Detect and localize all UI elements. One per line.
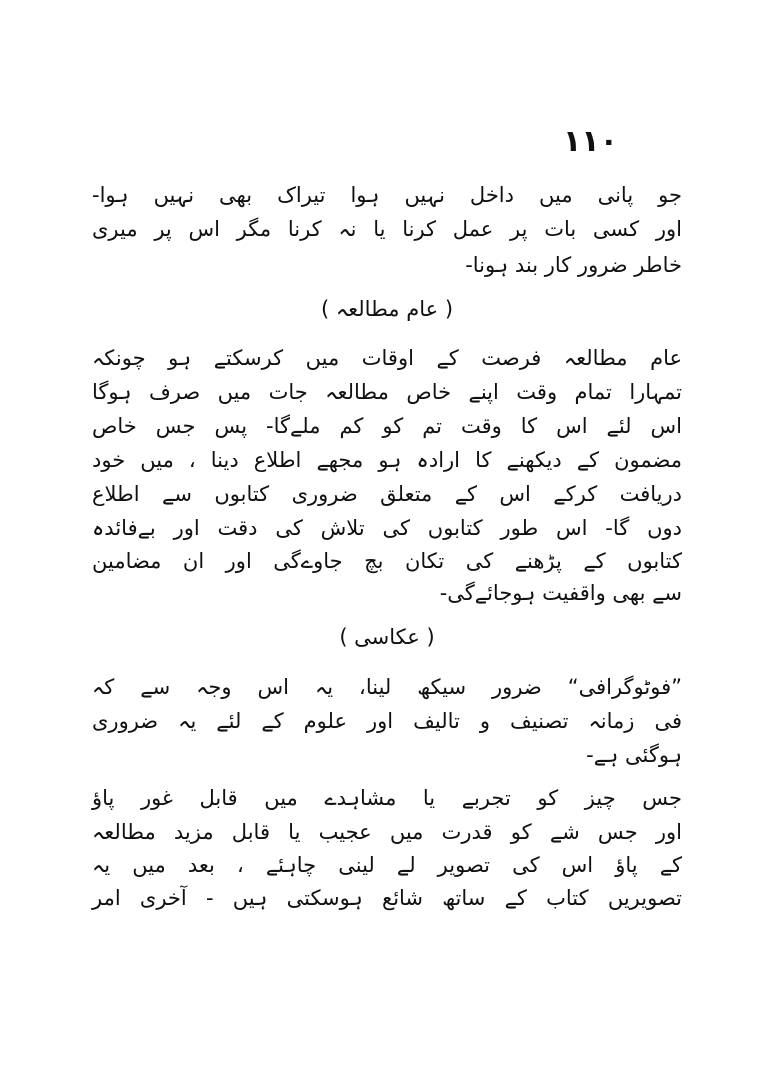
text-line: دریافت کرکے اس کے متعلق ضروری کتابوں سے اطلاع bbox=[92, 482, 682, 506]
text-line: کے پاؤ اس کی تصویر لے لینی چاہئے ، بعد میں یہ bbox=[92, 853, 682, 877]
text-line: فی زمانہ تصنیف و تالیف اور علوم کے لئے یہ ضروری bbox=[92, 709, 682, 733]
text-line: خاطر ضرور کار بند ہونا- bbox=[465, 253, 682, 277]
text-line: اور کسی بات پر عمل کرنا یا نہ کرنا مگر اس پر میری bbox=[92, 217, 682, 241]
text-line: مضمون کے دیکھنے کا ارادہ ہو مجھے اطلاع دینا ، میں خود bbox=[92, 448, 682, 472]
section-heading: ( عام مطالعہ ) bbox=[320, 297, 454, 321]
text-line: سے بھی واقفیت ہوجائےگی- bbox=[439, 581, 682, 605]
text-line: جو پانی میں داخل نہیں ہوا تیراک بھی نہیں ہوا- bbox=[92, 183, 682, 207]
text-line: ہوگئی ہے- bbox=[586, 743, 682, 767]
text-line: اور جس شے کو قدرت میں عجیب یا قابل مزید مطالعہ bbox=[92, 820, 682, 844]
text-line: اس لئے اس کا وقت تم کو کم ملےگا- پس جس خاص bbox=[92, 414, 682, 438]
text-line: دوں گا- اس طور کتابوں کی تلاش کی دقت اور بےفائدہ bbox=[92, 516, 682, 540]
text-line: جس چیز کو تجربے یا مشاہدے میں قابل غور پاؤ bbox=[92, 786, 682, 810]
text-line: کتابوں کے پڑھنے کی تکان بچ جاوےگی اور ان مضامین bbox=[92, 549, 682, 573]
text-line: تمہارا تمام وقت اپنے خاص مطالعہ جات میں صرف ہوگا bbox=[92, 380, 682, 404]
section-heading: ( عکاسی ) bbox=[339, 625, 435, 649]
page-number: ۱۱۰ bbox=[563, 124, 618, 159]
text-line: تصویریں کتاب کے ساتھ شائع ہوسکتی ہیں - آخری امر bbox=[92, 886, 682, 910]
text-line: ”فوٹوگرافی“ ضرور سیکھ لینا، یہ اس وجہ سے کہ bbox=[92, 675, 682, 699]
text-line: عام مطالعہ فرصت کے اوقات میں کرسکتے ہو چونکہ bbox=[92, 346, 682, 370]
